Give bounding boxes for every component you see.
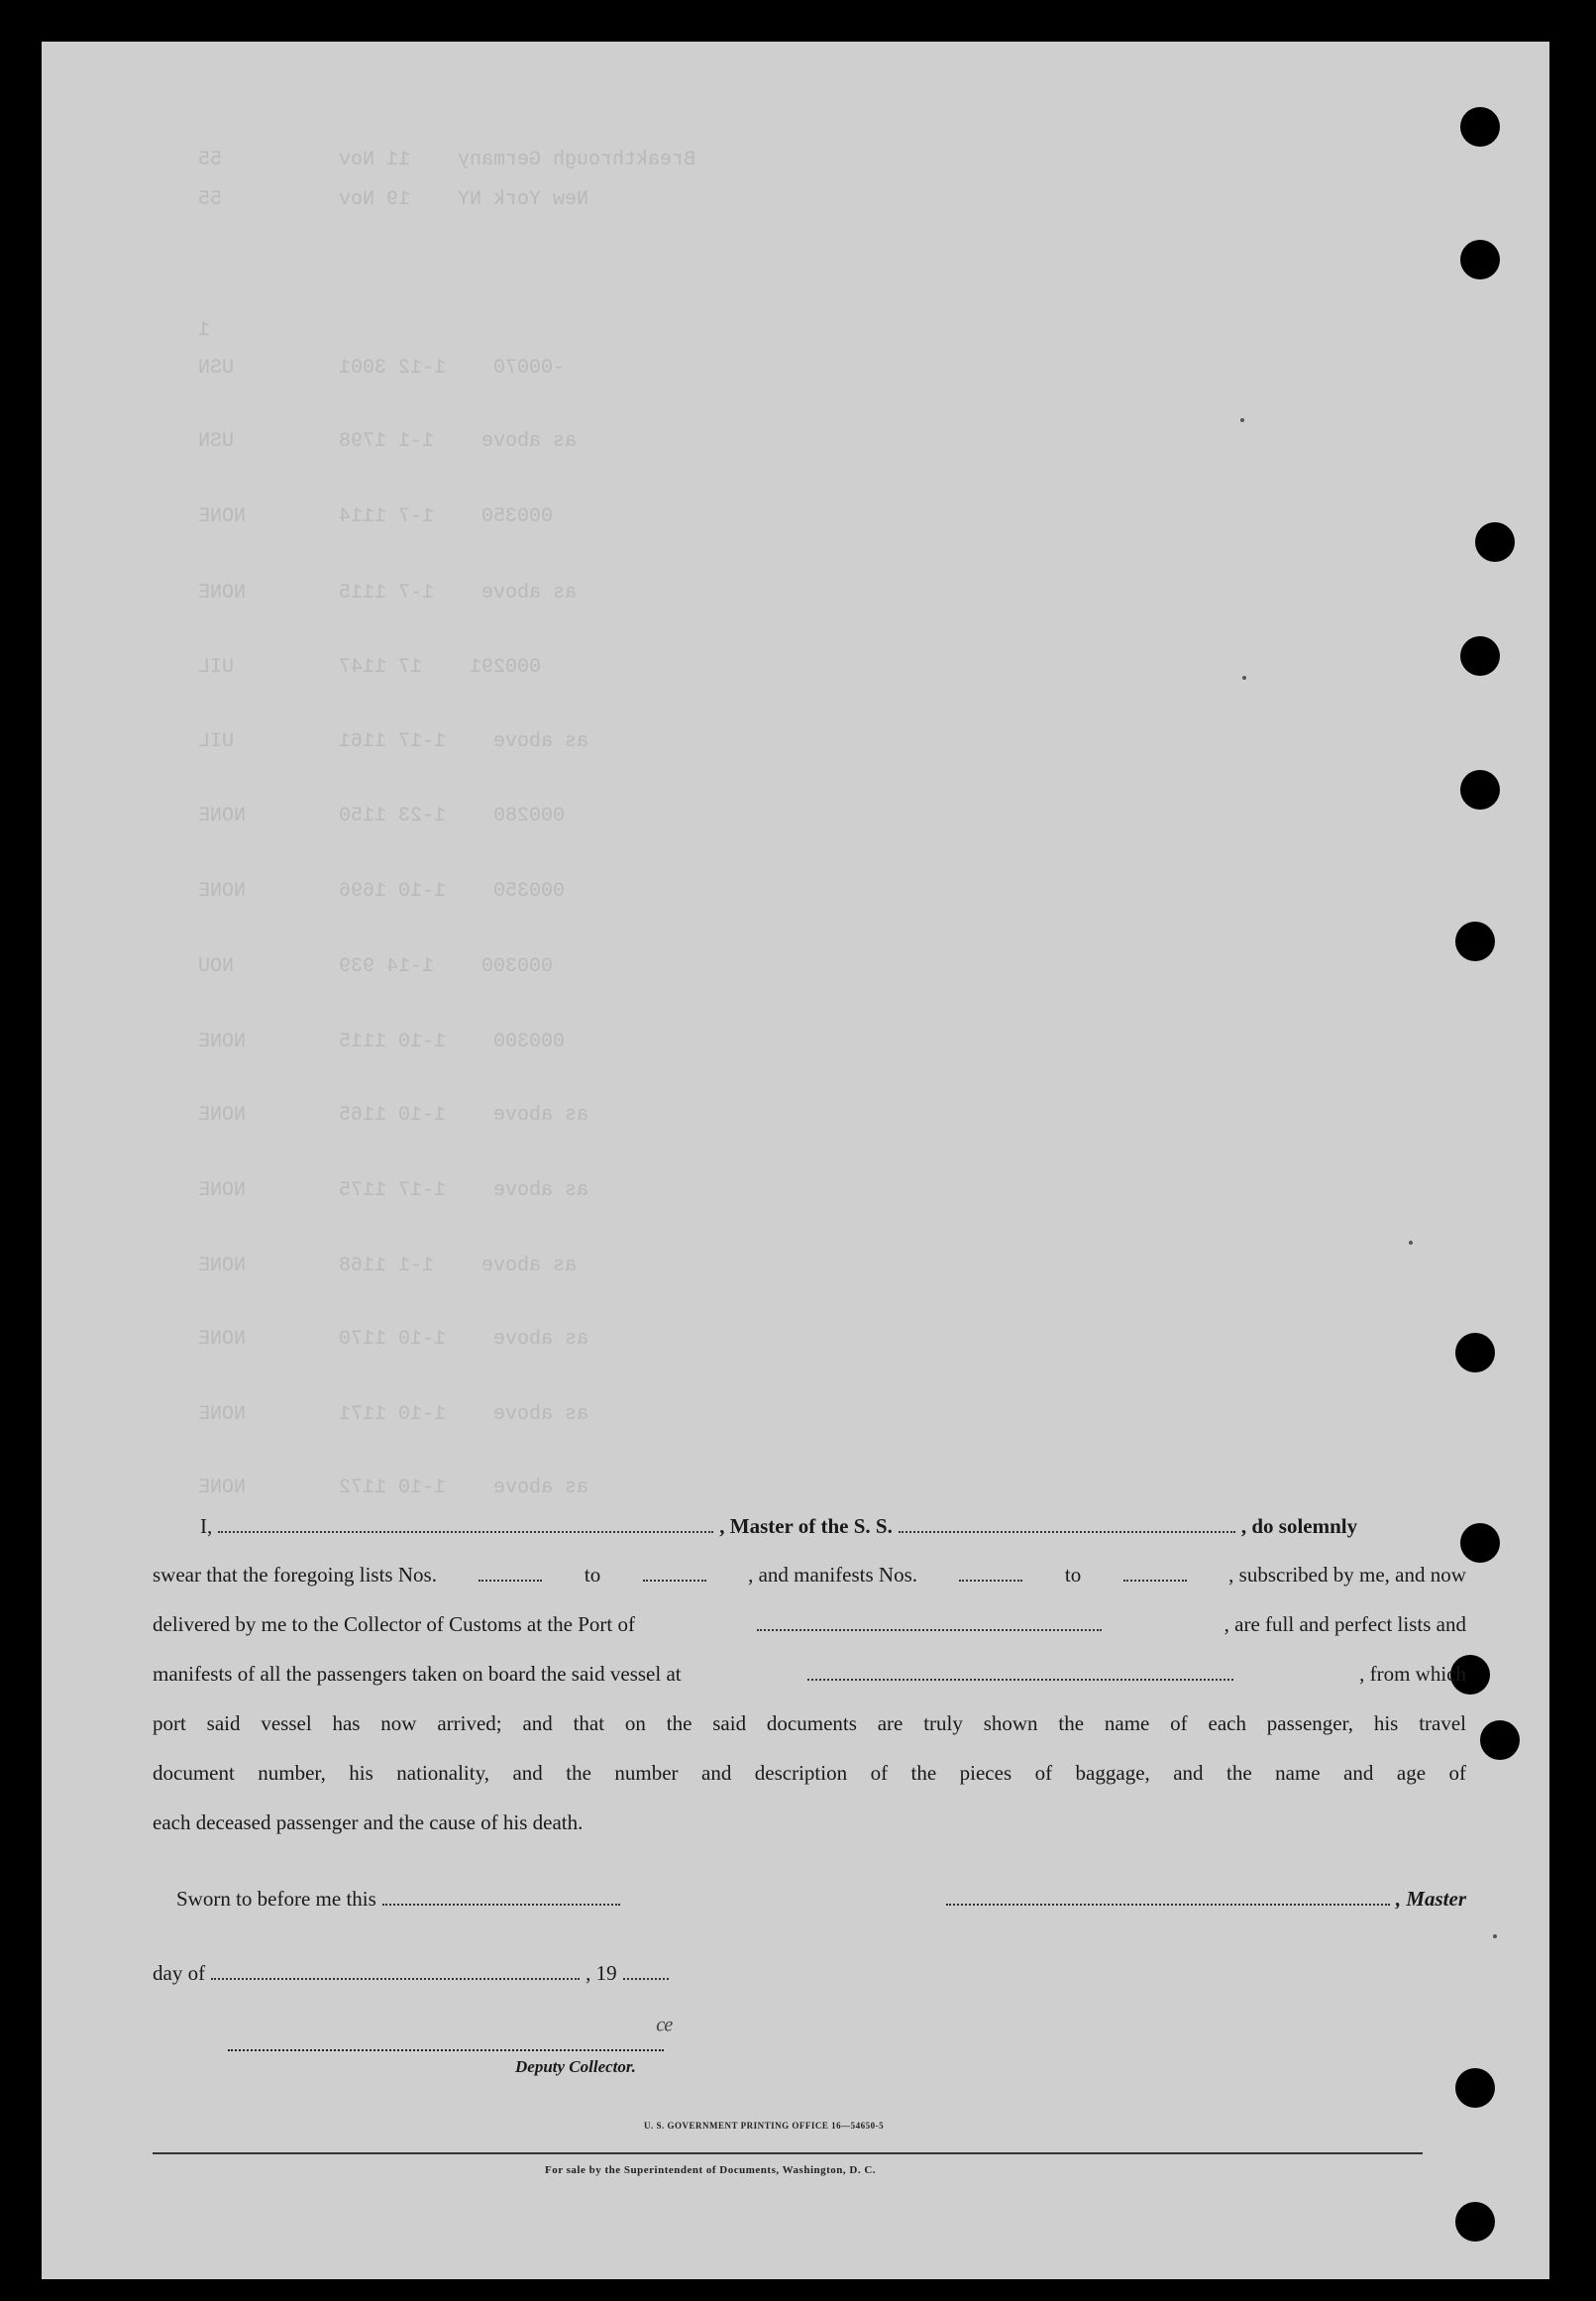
binder-hole — [1460, 240, 1500, 279]
binder-hole — [1460, 107, 1500, 147]
oath-line-3 — [153, 1612, 1466, 1642]
oath-solemnly: , do solemnly — [1240, 1514, 1358, 1538]
bleed-through-cell: USN — [198, 357, 235, 380]
bleed-through-cell: NONE — [198, 1104, 247, 1127]
bleed-through-cell: as above 1-17 1175 — [339, 1179, 589, 1202]
oath-line-4 — [153, 1662, 1466, 1692]
oath-line-7 — [153, 1810, 1466, 1840]
oath-line-2 — [153, 1563, 1466, 1592]
binder-hole — [1455, 2068, 1495, 2108]
footer-rule — [153, 2152, 1423, 2154]
oath-subscribed: , subscribed by me, and now — [1228, 1563, 1466, 1587]
binder-hole — [1460, 636, 1500, 676]
sworn-date-blank[interactable] — [382, 1888, 620, 1906]
oath-to-2: to — [1064, 1563, 1082, 1587]
binder-hole — [1455, 2202, 1495, 2242]
manifest-no-to-blank[interactable] — [1123, 1564, 1187, 1582]
vessel-name-blank[interactable] — [899, 1515, 1235, 1533]
bleed-through-cell: NONE — [198, 1403, 247, 1426]
bleed-through-cell: as above 1-17 1161 — [339, 730, 589, 753]
oath-line-1 — [153, 1514, 1466, 1544]
bleed-through-cell: NONE — [198, 805, 247, 827]
binder-hole — [1475, 522, 1515, 562]
oath-i: I, — [200, 1514, 213, 1538]
bleed-through-cell: 000300 1-14 939 — [339, 955, 554, 978]
bleed-through-cell: NONE — [198, 1328, 247, 1351]
oath-line-5 — [153, 1711, 1466, 1741]
binder-hole — [1460, 770, 1500, 810]
bleed-through-cell: NONE — [198, 880, 247, 903]
oath-manifests: , and manifests Nos. — [748, 1563, 918, 1587]
bleed-through-cell: Breakthrough Germany 11 Nov — [339, 149, 696, 171]
bleed-through-cell: NONE — [198, 1031, 247, 1053]
speck — [1240, 418, 1244, 422]
bleed-through-cell: 000300 1-10 1115 — [339, 1031, 566, 1053]
oath-manifests-all: manifests of all the passengers taken on board the said vessel at — [153, 1662, 682, 1686]
bleed-through-cell: NONE — [198, 505, 247, 528]
sworn-label: Sworn to before me this — [176, 1887, 376, 1911]
list-no-from-blank[interactable] — [479, 1564, 542, 1582]
port-blank[interactable] — [757, 1613, 1102, 1631]
embark-port-blank[interactable] — [807, 1663, 1233, 1681]
deputy-initials: ᶜᵉ — [654, 2012, 672, 2048]
form-page — [42, 42, 1549, 2279]
printing-office-imprint: U. S. GOVERNMENT PRINTING OFFICE 16—54650-5 — [644, 2121, 885, 2131]
bleed-through-cell: New York NY 19 Nov — [339, 188, 589, 211]
binder-hole — [1455, 1333, 1495, 1372]
bleed-through-cell: as above 1-1 1168 — [339, 1255, 578, 1277]
binder-hole — [1480, 1720, 1520, 1760]
bleed-through-cell: 1 — [198, 319, 211, 342]
binder-hole — [1460, 1523, 1500, 1563]
bleed-through-cell: UIL — [198, 730, 235, 753]
master-label: , Master — [1395, 1887, 1466, 1911]
bleed-through-cell: NOU — [198, 955, 235, 978]
bleed-through-cell: 000350 1-7 1114 — [339, 505, 554, 528]
deputy-signature-blank[interactable] — [228, 2049, 664, 2051]
oath-swear: swear that the foregoing lists Nos. — [153, 1563, 437, 1587]
list-no-to-blank[interactable] — [643, 1564, 706, 1582]
deputy-collector-label: Deputy Collector. — [515, 2057, 636, 2076]
day-of-label: day of — [153, 1961, 206, 1985]
manifest-no-from-blank[interactable] — [959, 1564, 1022, 1582]
oath-text-7: each deceased passenger and the cause of his death. — [153, 1810, 584, 1834]
bleed-through-cell: UIL — [198, 656, 235, 679]
oath-text-6: document number, his nationality, and the number and description of the pieces of baggage, and the name and age of — [153, 1761, 1466, 1785]
oath-full: , are full and perfect lists and — [1224, 1612, 1466, 1636]
oath-to-1: to — [584, 1563, 601, 1587]
oath-master-of: , Master of the S. S. — [719, 1514, 893, 1538]
master-signature-blank[interactable] — [946, 1888, 1390, 1906]
year-prefix: , 19 — [585, 1961, 617, 1985]
bleed-through-cell: as above 1-1 1798 — [339, 430, 578, 453]
binder-hole — [1455, 922, 1495, 961]
bleed-through-cell: as above 1-7 1115 — [339, 582, 578, 604]
bleed-through-cell: 000291 17 1147 — [339, 656, 542, 679]
bleed-through-cell: 55 — [198, 188, 223, 211]
bleed-through-cell: NONE — [198, 1255, 247, 1277]
bleed-through-cell: NONE — [198, 1179, 247, 1202]
year-blank[interactable] — [623, 1962, 669, 1980]
oath-delivered: delivered by me to the Collector of Customs at the Port of — [153, 1612, 635, 1636]
bleed-through-cell: 000350 1-10 1696 — [339, 880, 566, 903]
bleed-through-cell: as above 1-10 1172 — [339, 1477, 589, 1499]
speck — [1493, 1934, 1497, 1938]
master-signature-line — [894, 1887, 1466, 1917]
bleed-through-cell: NONE — [198, 582, 247, 604]
speck — [1409, 1241, 1413, 1245]
bleed-through-cell: NONE — [198, 1477, 247, 1499]
bleed-through-cell: -00070 1-12 3001 — [339, 357, 566, 380]
oath-from: , from which — [1359, 1662, 1466, 1686]
master-name-blank[interactable] — [218, 1515, 713, 1533]
oath-line-6 — [153, 1761, 1466, 1791]
day-of-blank[interactable] — [211, 1962, 580, 1980]
oath-text-5: port said vessel has now arrived; and that on the said documents are truly shown the name of each passenger, his travel — [153, 1711, 1466, 1735]
bleed-through-cell: 55 — [198, 149, 223, 171]
day-of-line — [153, 1961, 1466, 1991]
bleed-through-cell: 000280 1-23 1150 — [339, 805, 566, 827]
bleed-through-cell: as above 1-10 1171 — [339, 1403, 589, 1426]
bleed-through-cell: as above 1-10 1165 — [339, 1104, 589, 1127]
bleed-through-cell: as above 1-10 1170 — [339, 1328, 589, 1351]
bleed-through-cell: USN — [198, 430, 235, 453]
speck — [1242, 676, 1246, 680]
sale-notice: For sale by the Superintendent of Documents, Washington, D. C. — [545, 2164, 877, 2176]
